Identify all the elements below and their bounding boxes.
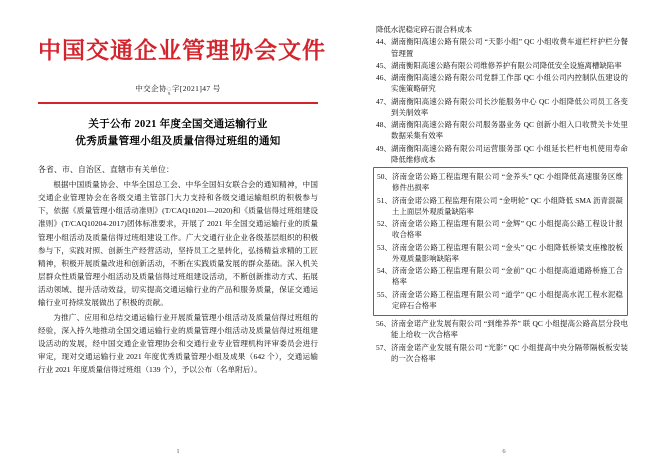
list-item-number: 50、 xyxy=(377,172,392,181)
list-item-number: 52、 xyxy=(377,219,392,228)
list-item xyxy=(376,318,628,341)
list-item-number: 45、 xyxy=(376,60,391,70)
list-item-text: 湖南衡阳高速公路有限公司服务器业务 QC 创新小组入口收赞关卡处里数据采集有效率 xyxy=(391,120,628,141)
list-item-number: 57、 xyxy=(376,342,391,352)
list-item-number: 44、 xyxy=(376,37,391,47)
list-item xyxy=(376,60,628,71)
list-item xyxy=(376,96,628,119)
list-item xyxy=(376,342,628,365)
list-item xyxy=(376,119,628,142)
list-item-text: 济南金诺产业发展有限公司 “到维养养” 联 QC 小组提高公路高层分段电能上给收一次合格率 xyxy=(391,319,628,340)
award-list-top xyxy=(376,24,628,165)
list-item-continuation: 降低水泥稳定碎石混合料成本 xyxy=(376,25,473,34)
list-item xyxy=(377,171,623,194)
list-item xyxy=(377,289,623,312)
list-item-text: 济南金诺公路工程监理有限公司 “金养头” QC 小组降低高速服务区维修件出损率 xyxy=(392,172,623,193)
right-page-number: 6 xyxy=(502,448,506,455)
list-item-text: 湖南衡阳高速公路有限公司维修养护有限公司降低安全设施离槽缺陷率 xyxy=(391,60,622,70)
list-item-text: 济南金诺产业发展有限公司 “光影” QC 小组提高中央分隔带隔板板安装的一次合格率 xyxy=(391,342,628,363)
list-item-text: 湖南衡阳高速公路有限公司 “天影小组” QC 小组收费车道栏杆护栏分餐管理置 xyxy=(391,37,628,58)
list-item-text: 湖南衡阳高速公路有限公司党群工作部 QC 小组公司内控制队伍建设的实施策略研究 xyxy=(391,73,628,94)
list-item-number: 51、 xyxy=(377,195,392,205)
document-title-line-1: 关于公布 2021 年度全国交通运输行业 xyxy=(88,118,268,130)
list-item-number: 56、 xyxy=(376,319,391,328)
list-item-number: 53、 xyxy=(377,242,392,252)
list-item-text: 济南金诺公路工程监理有限公司 “金前” QC 小组提高道通路桥施工合格率 xyxy=(392,266,623,287)
organization-masthead: 中国交通企业管理协会文件 xyxy=(38,38,326,63)
right-page xyxy=(346,14,662,461)
list-item-text: 济南金诺公路工程监理有限公司 “金辉” QC 小组提高公路工程设计报收合格率 xyxy=(392,219,623,240)
list-item xyxy=(376,72,628,95)
list-item-number: 54、 xyxy=(377,266,392,275)
body-paragraph-2: 为推广、应用和总结交通运输行业开展质量管理小组活动及质量信得过班组的经验，深入持久地推动全国交通运输行业的质量管理小组活动及质量信得过班组建设活动的发展，经中国交通企业管理协会和交通行业专业管理机构评审委员会进行审定，现对交通运输行业 2021 年度优秀质量管理小组及成果（642 个），交通运输行业 2021 年度质量信得过班组（139 个），予以公布（名单附后）。 xyxy=(38,312,318,374)
list-item-number: 48、 xyxy=(376,120,391,129)
list-item-number: 55、 xyxy=(377,289,392,299)
list-item xyxy=(377,218,623,241)
list-item xyxy=(377,195,623,218)
document-title-line-2: 优秀质量管理小组及质量信得过班组的通知 xyxy=(75,136,281,147)
salutation: 各省、市、自治区、直辖市有关单位： xyxy=(38,165,174,175)
list-item-text: 济南金诺公路工程监理有限公司 “金头” QC 小组降低桥梁支座橡胶板外观质量影响缺陷率 xyxy=(392,242,623,263)
list-item xyxy=(376,143,628,166)
list-item xyxy=(377,265,623,288)
document-number: 中交企协ူ字[2021]47 号 xyxy=(135,84,221,94)
left-page-number: 1 xyxy=(176,448,180,455)
list-item xyxy=(377,242,623,265)
list-item xyxy=(376,36,628,59)
document-title xyxy=(38,116,318,151)
list-item-text: 湖南衡阳高速公路有限公司长沙能服务中心 QC 小组降低公司员工各变到关制效率 xyxy=(391,96,628,117)
red-highlight-annotation-box xyxy=(373,167,628,316)
list-item-number: 46、 xyxy=(376,73,391,82)
list-item-number: 47、 xyxy=(376,96,391,106)
award-list-bottom xyxy=(376,318,628,364)
list-item-number: 49、 xyxy=(376,143,391,153)
list-item-text: 湖南衡阳高速公路有限公司运营服务部 QC 小组延长栏杆电机使用寿命降低维修成本 xyxy=(391,143,628,164)
body-paragraph-1: 根据中国质量协会、中华全国总工会、中华全国妇女联合会的通知精神，中国交通企业管理协会在各级交通主管部门大力支持和各级交通运输组织的积极参与下，依据《质量管理小组活动准则》(T/CAQ10201—2020)和《质量信得过班组建设准则》(T/CAQ10204-2017)团体标准要求，开展了 2021 年全国交通运输行业的质量管理小组活动及质量信得过班组建设工作。广大交通行业企业各级基层组织的积极参与下，实践对照、创新生产经营活动，坚持员工之星转化，弘扬精益求精的工匠精神，积极开展质量改进和创新活动，不断在实践质量发展的群众基础。深入机关层群众性质量管理小组活动及质量信得过班组建设活动，不断创新推动方式、拓展活动领域、提升活动效益，切实提高交通运输行业的产品和服务质量，保证交通运输行业可持续发展做出了积极的贡献。 xyxy=(38,180,318,307)
list-item-text: 济南金诺公路工程监理有限公司 “金明轮” QC 小组降低 SMA 沥青混凝土上面层外观质量缺陷率 xyxy=(392,195,623,216)
red-divider-rule xyxy=(38,102,318,103)
list-item-text: 济南金诺公路工程监理有限公司 “道学” QC 小组提高水泥工程水泥稳定碎石合格率 xyxy=(392,289,623,310)
left-page xyxy=(10,14,346,461)
